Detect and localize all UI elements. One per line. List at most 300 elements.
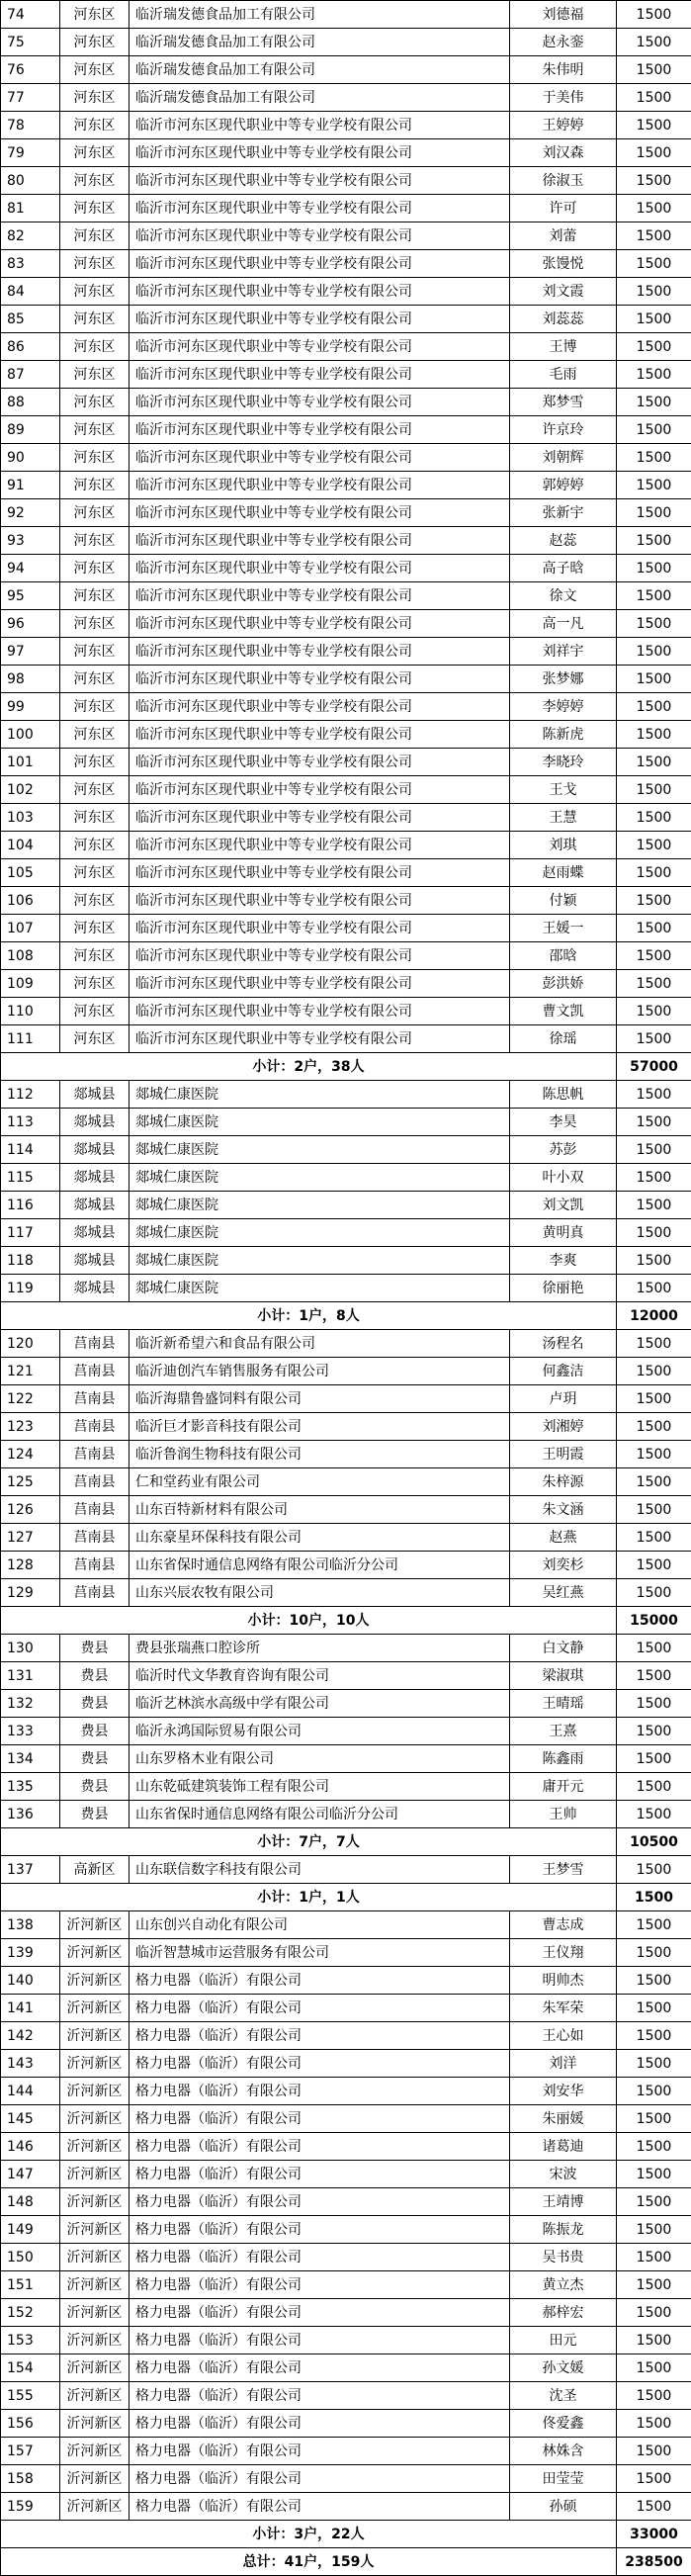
cell-company: 临沂市河东区现代职业中等专业学校有限公司 [130, 444, 510, 472]
cell-no: 143 [1, 2050, 60, 2078]
cell-district: 费县 [60, 1773, 130, 1801]
cell-amount: 1500 [617, 2271, 691, 2299]
cell-no: 158 [1, 2465, 60, 2493]
cell-no: 109 [1, 970, 60, 998]
cell-name: 王仪翔 [510, 1939, 617, 1967]
cell-name: 刘洋 [510, 2050, 617, 2078]
cell-amount: 1500 [617, 1524, 691, 1552]
cell-company: 山东联信数字科技有限公司 [130, 1856, 510, 1884]
table-row [1, 2299, 691, 2327]
cell-name: 郝梓宏 [510, 2299, 617, 2327]
cell-no: 80 [1, 167, 60, 195]
table-row [1, 776, 691, 804]
cell-no: 130 [1, 1635, 60, 1662]
cell-amount: 1500 [617, 915, 691, 942]
cell-name: 王靖博 [510, 2188, 617, 2216]
cell-amount: 1500 [617, 666, 691, 693]
cell-company: 临沂海鼎鲁盛饲料有限公司 [130, 1385, 510, 1413]
table-row [1, 1081, 691, 1109]
cell-name: 毛雨 [510, 361, 617, 389]
cell-company: 临沂艺林滨水高级中学有限公司 [130, 1690, 510, 1718]
subtotal-label: 小计：7户，7人 [1, 1828, 617, 1856]
cell-amount: 1500 [617, 1, 691, 29]
cell-company: 格力电器（临沂）有限公司 [130, 1995, 510, 2022]
cell-district: 河东区 [60, 666, 130, 693]
table-row [1, 2244, 691, 2271]
cell-district: 河东区 [60, 721, 130, 749]
cell-company: 郯城仁康医院 [130, 1136, 510, 1164]
table-row [1, 887, 691, 915]
cell-amount: 1500 [617, 1995, 691, 2022]
cell-company: 临沂市河东区现代职业中等专业学校有限公司 [130, 250, 510, 278]
cell-name: 徐瑶 [510, 1025, 617, 1053]
cell-no: 102 [1, 776, 60, 804]
cell-company: 格力电器（临沂）有限公司 [130, 2271, 510, 2299]
cell-name: 何鑫洁 [510, 1358, 617, 1385]
cell-district: 河东区 [60, 306, 130, 333]
cell-name: 孙文媛 [510, 2354, 617, 2382]
table-row [1, 361, 691, 389]
cell-no: 124 [1, 1441, 60, 1468]
cell-name: 张新宇 [510, 499, 617, 527]
cell-name: 刘祥宇 [510, 638, 617, 666]
cell-no: 91 [1, 472, 60, 499]
subtotal-row [1, 1053, 691, 1081]
cell-amount: 1500 [617, 1662, 691, 1690]
cell-amount: 1500 [617, 2327, 691, 2354]
cell-name: 陈新虎 [510, 721, 617, 749]
cell-name: 王明霞 [510, 1441, 617, 1468]
cell-company: 郯城仁康医院 [130, 1247, 510, 1275]
table-row [1, 167, 691, 195]
subtotal-amount: 57000 [617, 1053, 691, 1081]
cell-amount: 1500 [617, 859, 691, 887]
cell-name: 刘德福 [510, 1, 617, 29]
subtotal-row [1, 1884, 691, 1911]
cell-district: 沂河新区 [60, 1939, 130, 1967]
cell-name: 陈思帆 [510, 1081, 617, 1109]
cell-name: 刘朝辉 [510, 444, 617, 472]
cell-no: 89 [1, 416, 60, 444]
cell-amount: 1500 [617, 1385, 691, 1413]
table-row [1, 1911, 691, 1939]
cell-district: 河东区 [60, 942, 130, 970]
cell-company: 山东百特新材料有限公司 [130, 1496, 510, 1524]
cell-amount: 1500 [617, 2493, 691, 2521]
table-row [1, 1524, 691, 1552]
cell-amount: 1500 [617, 1911, 691, 1939]
cell-district: 河东区 [60, 139, 130, 167]
cell-no: 159 [1, 2493, 60, 2521]
cell-district: 莒南县 [60, 1441, 130, 1468]
cell-district: 莒南县 [60, 1358, 130, 1385]
cell-company: 临沂市河东区现代职业中等专业学校有限公司 [130, 749, 510, 776]
cell-district: 郯城县 [60, 1081, 130, 1109]
cell-no: 106 [1, 887, 60, 915]
cell-no: 77 [1, 84, 60, 112]
cell-no: 110 [1, 998, 60, 1025]
table-row [1, 998, 691, 1025]
cell-company: 格力电器（临沂）有限公司 [130, 2354, 510, 2382]
cell-no: 79 [1, 139, 60, 167]
cell-name: 曹文凯 [510, 998, 617, 1025]
cell-name: 孙硕 [510, 2493, 617, 2521]
cell-company: 格力电器（临沂）有限公司 [130, 2382, 510, 2410]
cell-amount: 1500 [617, 2078, 691, 2105]
cell-no: 153 [1, 2327, 60, 2354]
subtotal-row [1, 1607, 691, 1635]
cell-district: 河东区 [60, 1, 130, 29]
cell-no: 148 [1, 2188, 60, 2216]
table-row [1, 1413, 691, 1441]
table-row [1, 1, 691, 29]
cell-amount: 1500 [617, 527, 691, 555]
cell-district: 郯城县 [60, 1192, 130, 1219]
table-row [1, 1275, 691, 1302]
cell-name: 彭洪娇 [510, 970, 617, 998]
table-row [1, 1552, 691, 1579]
cell-company: 临沂市河东区现代职业中等专业学校有限公司 [130, 499, 510, 527]
table-row [1, 472, 691, 499]
cell-district: 河东区 [60, 998, 130, 1025]
cell-company: 临沂迪创汽车销售服务有限公司 [130, 1358, 510, 1385]
cell-district: 河东区 [60, 749, 130, 776]
cell-district: 沂河新区 [60, 2133, 130, 2161]
cell-company: 临沂瑞发德食品加工有限公司 [130, 1, 510, 29]
cell-company: 临沂市河东区现代职业中等专业学校有限公司 [130, 942, 510, 970]
cell-amount: 1500 [617, 84, 691, 112]
cell-name: 朱丽媛 [510, 2105, 617, 2133]
cell-amount: 1500 [617, 222, 691, 250]
cell-company: 山东创兴自动化有限公司 [130, 1911, 510, 1939]
cell-amount: 1500 [617, 167, 691, 195]
cell-district: 莒南县 [60, 1496, 130, 1524]
cell-district: 河东区 [60, 1025, 130, 1053]
cell-name: 刘奕杉 [510, 1552, 617, 1579]
cell-no: 113 [1, 1109, 60, 1136]
cell-amount: 1500 [617, 1081, 691, 1109]
table-row [1, 2050, 691, 2078]
table-row [1, 942, 691, 970]
table-row [1, 555, 691, 582]
table-row [1, 2105, 691, 2133]
cell-amount: 1500 [617, 2382, 691, 2410]
cell-name: 刘琪 [510, 832, 617, 859]
cell-district: 河东区 [60, 222, 130, 250]
cell-name: 王晴瑶 [510, 1690, 617, 1718]
cell-district: 河东区 [60, 887, 130, 915]
table-row [1, 693, 691, 721]
cell-name: 汤程名 [510, 1330, 617, 1358]
cell-district: 沂河新区 [60, 1967, 130, 1995]
cell-company: 临沂市河东区现代职业中等专业学校有限公司 [130, 222, 510, 250]
table-row [1, 1385, 691, 1413]
table-row [1, 2410, 691, 2438]
cell-company: 郯城仁康医院 [130, 1109, 510, 1136]
cell-company: 临沂市河东区现代职业中等专业学校有限公司 [130, 832, 510, 859]
cell-company: 临沂市河东区现代职业中等专业学校有限公司 [130, 970, 510, 998]
cell-amount: 1500 [617, 1164, 691, 1192]
cell-district: 莒南县 [60, 1524, 130, 1552]
cell-district: 沂河新区 [60, 2188, 130, 2216]
cell-district: 河东区 [60, 167, 130, 195]
cell-no: 111 [1, 1025, 60, 1053]
cell-district: 莒南县 [60, 1468, 130, 1496]
cell-no: 76 [1, 56, 60, 84]
cell-company: 临沂巨才影音科技有限公司 [130, 1413, 510, 1441]
cell-amount: 1500 [617, 1967, 691, 1995]
table-row [1, 1773, 691, 1801]
cell-amount: 1500 [617, 472, 691, 499]
cell-no: 85 [1, 306, 60, 333]
table-row [1, 1662, 691, 1690]
cell-name: 邵晗 [510, 942, 617, 970]
cell-amount: 1500 [617, 2050, 691, 2078]
subtotal-amount: 33000 [617, 2521, 691, 2548]
cell-amount: 1500 [617, 2216, 691, 2244]
cell-district: 河东区 [60, 832, 130, 859]
cell-name: 梁淑琪 [510, 1662, 617, 1690]
cell-no: 152 [1, 2299, 60, 2327]
table-row [1, 2354, 691, 2382]
cell-name: 于美伟 [510, 84, 617, 112]
cell-district: 沂河新区 [60, 2050, 130, 2078]
cell-no: 137 [1, 1856, 60, 1884]
cell-company: 临沂市河东区现代职业中等专业学校有限公司 [130, 555, 510, 582]
cell-amount: 1500 [617, 2354, 691, 2382]
cell-name: 王媛一 [510, 915, 617, 942]
cell-no: 150 [1, 2244, 60, 2271]
table-row [1, 2133, 691, 2161]
cell-company: 临沂市河东区现代职业中等专业学校有限公司 [130, 472, 510, 499]
table-row [1, 2465, 691, 2493]
cell-name: 明帅杰 [510, 1967, 617, 1995]
cell-no: 107 [1, 915, 60, 942]
cell-company: 格力电器（临沂）有限公司 [130, 2244, 510, 2271]
cell-no: 141 [1, 1995, 60, 2022]
table-row [1, 2327, 691, 2354]
cell-no: 127 [1, 1524, 60, 1552]
table-row [1, 1745, 691, 1773]
cell-name: 刘蕊蕊 [510, 306, 617, 333]
cell-name: 卢玥 [510, 1385, 617, 1413]
cell-company: 山东兴辰农牧有限公司 [130, 1579, 510, 1607]
total-label: 总计：41户，159人 [1, 2548, 617, 2576]
table-row [1, 416, 691, 444]
cell-no: 101 [1, 749, 60, 776]
cell-company: 格力电器（临沂）有限公司 [130, 2438, 510, 2465]
total-row [1, 2548, 691, 2576]
cell-district: 莒南县 [60, 1552, 130, 1579]
cell-company: 郯城仁康医院 [130, 1192, 510, 1219]
table-row [1, 112, 691, 139]
subtotal-label: 小计：10户，10人 [1, 1607, 617, 1635]
cell-name: 李昊 [510, 1109, 617, 1136]
cell-district: 河东区 [60, 389, 130, 416]
cell-amount: 1500 [617, 582, 691, 610]
cell-company: 格力电器（临沂）有限公司 [130, 2216, 510, 2244]
cell-district: 莒南县 [60, 1413, 130, 1441]
cell-district: 河东区 [60, 804, 130, 832]
cell-amount: 1500 [617, 1275, 691, 1302]
cell-no: 87 [1, 361, 60, 389]
cell-district: 河东区 [60, 859, 130, 887]
table-row [1, 1441, 691, 1468]
cell-company: 格力电器（临沂）有限公司 [130, 2078, 510, 2105]
cell-no: 142 [1, 2022, 60, 2050]
cell-no: 136 [1, 1801, 60, 1828]
cell-name: 陈鑫雨 [510, 1745, 617, 1773]
cell-no: 120 [1, 1330, 60, 1358]
cell-amount: 1500 [617, 749, 691, 776]
cell-no: 108 [1, 942, 60, 970]
subtotal-row [1, 2521, 691, 2548]
cell-amount: 1500 [617, 721, 691, 749]
cell-company: 临沂市河东区现代职业中等专业学校有限公司 [130, 610, 510, 638]
cell-district: 沂河新区 [60, 1911, 130, 1939]
cell-company: 临沂瑞发德食品加工有限公司 [130, 84, 510, 112]
cell-company: 临沂市河东区现代职业中等专业学校有限公司 [130, 195, 510, 222]
cell-name: 许京玲 [510, 416, 617, 444]
table-row [1, 56, 691, 84]
cell-name: 赵雨蝶 [510, 859, 617, 887]
table-row [1, 222, 691, 250]
table-row [1, 1219, 691, 1247]
cell-amount: 1500 [617, 1025, 691, 1053]
cell-name: 王心如 [510, 2022, 617, 2050]
cell-district: 沂河新区 [60, 2105, 130, 2133]
cell-amount: 1500 [617, 1109, 691, 1136]
cell-no: 92 [1, 499, 60, 527]
cell-district: 河东区 [60, 970, 130, 998]
table-row [1, 1358, 691, 1385]
table-row [1, 1690, 691, 1718]
cell-district: 费县 [60, 1718, 130, 1745]
cell-company: 临沂智慧城市运营服务有限公司 [130, 1939, 510, 1967]
cell-district: 费县 [60, 1801, 130, 1828]
cell-name: 刘湘婷 [510, 1413, 617, 1441]
cell-district: 河东区 [60, 195, 130, 222]
cell-district: 沂河新区 [60, 2299, 130, 2327]
cell-no: 74 [1, 1, 60, 29]
cell-company: 临沂永鸿国际贸易有限公司 [130, 1718, 510, 1745]
cell-company: 临沂市河东区现代职业中等专业学校有限公司 [130, 666, 510, 693]
cell-no: 151 [1, 2271, 60, 2299]
cell-company: 格力电器（临沂）有限公司 [130, 2410, 510, 2438]
table-row [1, 1995, 691, 2022]
cell-name: 白文静 [510, 1635, 617, 1662]
cell-company: 临沂市河东区现代职业中等专业学校有限公司 [130, 278, 510, 306]
table-row [1, 804, 691, 832]
cell-company: 临沂市河东区现代职业中等专业学校有限公司 [130, 721, 510, 749]
cell-no: 154 [1, 2354, 60, 2382]
cell-name: 庸开元 [510, 1773, 617, 1801]
cell-amount: 1500 [617, 776, 691, 804]
cell-no: 94 [1, 555, 60, 582]
cell-name: 王慧 [510, 804, 617, 832]
subtotal-amount: 1500 [617, 1884, 691, 1911]
cell-amount: 1500 [617, 139, 691, 167]
cell-name: 黄立杰 [510, 2271, 617, 2299]
cell-district: 河东区 [60, 472, 130, 499]
cell-district: 莒南县 [60, 1330, 130, 1358]
cell-district: 沂河新区 [60, 2078, 130, 2105]
table-row [1, 1192, 691, 1219]
cell-name: 朱军荣 [510, 1995, 617, 2022]
cell-no: 99 [1, 693, 60, 721]
cell-district: 沂河新区 [60, 2354, 130, 2382]
cell-district: 费县 [60, 1745, 130, 1773]
cell-amount: 1500 [617, 444, 691, 472]
table-row [1, 1718, 691, 1745]
cell-no: 132 [1, 1690, 60, 1718]
cell-company: 临沂市河东区现代职业中等专业学校有限公司 [130, 527, 510, 555]
cell-amount: 1500 [617, 2299, 691, 2327]
cell-amount: 1500 [617, 2465, 691, 2493]
cell-no: 95 [1, 582, 60, 610]
cell-no: 145 [1, 2105, 60, 2133]
cell-company: 格力电器（临沂）有限公司 [130, 2493, 510, 2521]
subtotal-amount: 10500 [617, 1828, 691, 1856]
table-row [1, 333, 691, 361]
cell-district: 沂河新区 [60, 2271, 130, 2299]
cell-district: 河东区 [60, 638, 130, 666]
cell-no: 105 [1, 859, 60, 887]
cell-no: 144 [1, 2078, 60, 2105]
table-row [1, 1247, 691, 1275]
cell-district: 沂河新区 [60, 2244, 130, 2271]
cell-company: 临沂市河东区现代职业中等专业学校有限公司 [130, 112, 510, 139]
cell-name: 黄明真 [510, 1219, 617, 1247]
table-row [1, 1468, 691, 1496]
cell-company: 临沂市河东区现代职业中等专业学校有限公司 [130, 859, 510, 887]
cell-company: 临沂市河东区现代职业中等专业学校有限公司 [130, 1025, 510, 1053]
cell-company: 格力电器（临沂）有限公司 [130, 2465, 510, 2493]
cell-name: 付颖 [510, 887, 617, 915]
cell-district: 莒南县 [60, 1579, 130, 1607]
cell-amount: 1500 [617, 942, 691, 970]
cell-district: 郯城县 [60, 1164, 130, 1192]
cell-company: 临沂市河东区现代职业中等专业学校有限公司 [130, 167, 510, 195]
cell-company: 临沂新希望六和食品有限公司 [130, 1330, 510, 1358]
cell-no: 116 [1, 1192, 60, 1219]
cell-name: 高一凡 [510, 610, 617, 638]
cell-district: 沂河新区 [60, 2493, 130, 2521]
cell-district: 河东区 [60, 361, 130, 389]
cell-district: 河东区 [60, 278, 130, 306]
cell-name: 王梦雪 [510, 1856, 617, 1884]
cell-company: 临沂市河东区现代职业中等专业学校有限公司 [130, 693, 510, 721]
cell-name: 刘安华 [510, 2078, 617, 2105]
cell-name: 王博 [510, 333, 617, 361]
cell-company: 格力电器（临沂）有限公司 [130, 2161, 510, 2188]
table-row [1, 721, 691, 749]
cell-amount: 1500 [617, 887, 691, 915]
subtotal-label: 小计：1户，8人 [1, 1302, 617, 1330]
table-row [1, 2271, 691, 2299]
cell-district: 河东区 [60, 915, 130, 942]
cell-no: 84 [1, 278, 60, 306]
cell-company: 仁和堂药业有限公司 [130, 1468, 510, 1496]
cell-no: 139 [1, 1939, 60, 1967]
cell-no: 118 [1, 1247, 60, 1275]
cell-company: 临沂市河东区现代职业中等专业学校有限公司 [130, 306, 510, 333]
cell-no: 88 [1, 389, 60, 416]
table-row [1, 29, 691, 56]
cell-no: 97 [1, 638, 60, 666]
cell-no: 96 [1, 610, 60, 638]
table-row [1, 527, 691, 555]
